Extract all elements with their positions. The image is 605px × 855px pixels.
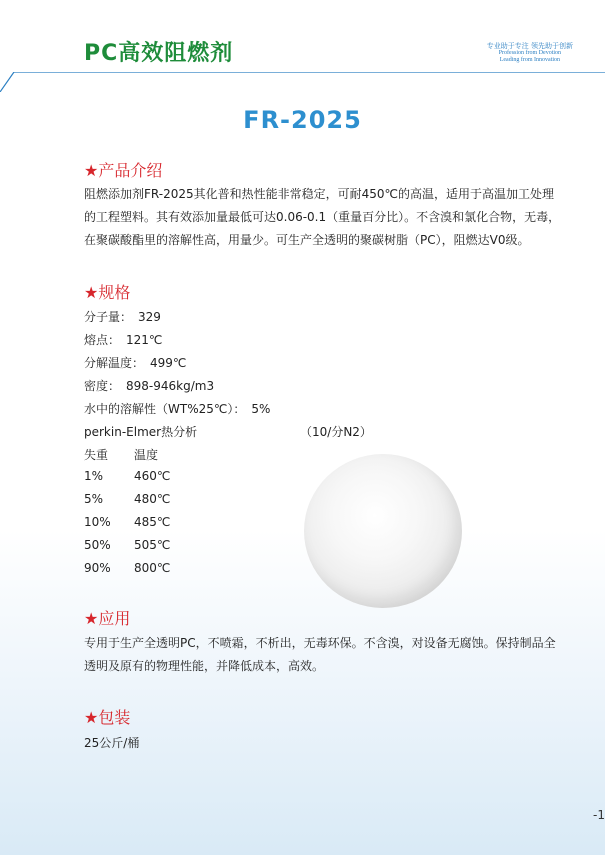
- table-row: [84, 561, 170, 575]
- spec-density: [84, 377, 214, 394]
- spec-water-solubility: [84, 400, 270, 417]
- spec-molecular-weight: [84, 308, 161, 325]
- header-slogan: [487, 42, 573, 64]
- table-cell: 480℃: [134, 492, 171, 506]
- table-cell: 800℃: [134, 561, 171, 575]
- table-cell: 10%: [84, 515, 111, 529]
- spec-label: 水中的溶解性（WT%25℃）：: [84, 402, 246, 416]
- table-cell: 505℃: [134, 538, 171, 552]
- spec-decomposition-temp: [84, 354, 186, 371]
- slogan-cn: 专业助于专注 领先助于创新: [486, 42, 573, 50]
- table-cell: 90%: [84, 561, 111, 575]
- packaging-text: 25公斤/桶: [84, 736, 140, 750]
- tga-method-label: perkin-Elmer热分析: [84, 425, 198, 439]
- table-cell: 50%: [84, 538, 111, 552]
- application-section-title: ★应用: [84, 609, 131, 628]
- table-header-cell: 温度: [134, 448, 159, 462]
- header-divider: [0, 72, 605, 92]
- table-row: [84, 515, 170, 529]
- table-row: [84, 469, 170, 483]
- spec-value: 499℃: [150, 356, 187, 370]
- spec-value: 121℃: [126, 333, 163, 347]
- intro-paragraph: 阻燃添加剂FR-2025其化普和热性能非常稳定，可耐450℃的高温，适用于高温加工处理的工程塑料。其有效添加量最低可达0.06-0.1（重量百分比）。不含溴和氯化合物，无毒，在聚碳酸酯里的溶解性高，用量少。可生产全透明的聚碳树脂（PC），阻燃达V0级。: [84, 187, 561, 247]
- product-powder-image: [304, 454, 462, 608]
- page-number: -1: [593, 808, 605, 822]
- spec-label: 密度：: [84, 379, 121, 393]
- spec-value: 329: [138, 310, 161, 324]
- product-model-title: FR-2025: [243, 106, 362, 134]
- spec-value: 898-946kg/m3: [126, 379, 215, 393]
- intro-section-title: ★产品介绍: [84, 161, 163, 180]
- table-cell: 485℃: [134, 515, 171, 529]
- table-header-cell: 失重: [84, 448, 109, 462]
- spec-label: 分子量：: [84, 310, 133, 324]
- spec-label: 分解温度：: [84, 356, 145, 370]
- tga-heating-rate: （10/分N2）: [300, 425, 372, 439]
- page-header-title: PC高效阻燃剂: [84, 41, 234, 66]
- slogan-en-2: Leading from Innovation: [499, 56, 561, 63]
- application-paragraph: 专用于生产全透明PC，不喷霜，不析出，无毒环保。不含溴，对设备无腐蚀。保持制品全透明及原有的物理性能，并降低成本，高效。: [84, 636, 556, 673]
- spec-label: 熔点：: [84, 333, 121, 347]
- table-cell: 5%: [84, 492, 104, 506]
- table-cell: 1%: [84, 469, 104, 483]
- spec-section-title: ★规格: [84, 283, 131, 302]
- table-cell: 460℃: [134, 469, 171, 483]
- spec-value: 5%: [251, 402, 271, 416]
- table-row: [84, 538, 170, 552]
- table-row: [84, 492, 170, 506]
- tga-table-header: [84, 446, 158, 463]
- slogan-en-1: Profession from Devotion: [498, 50, 562, 57]
- packaging-section-title: ★包装: [84, 708, 131, 727]
- spec-melting-point: [84, 331, 162, 348]
